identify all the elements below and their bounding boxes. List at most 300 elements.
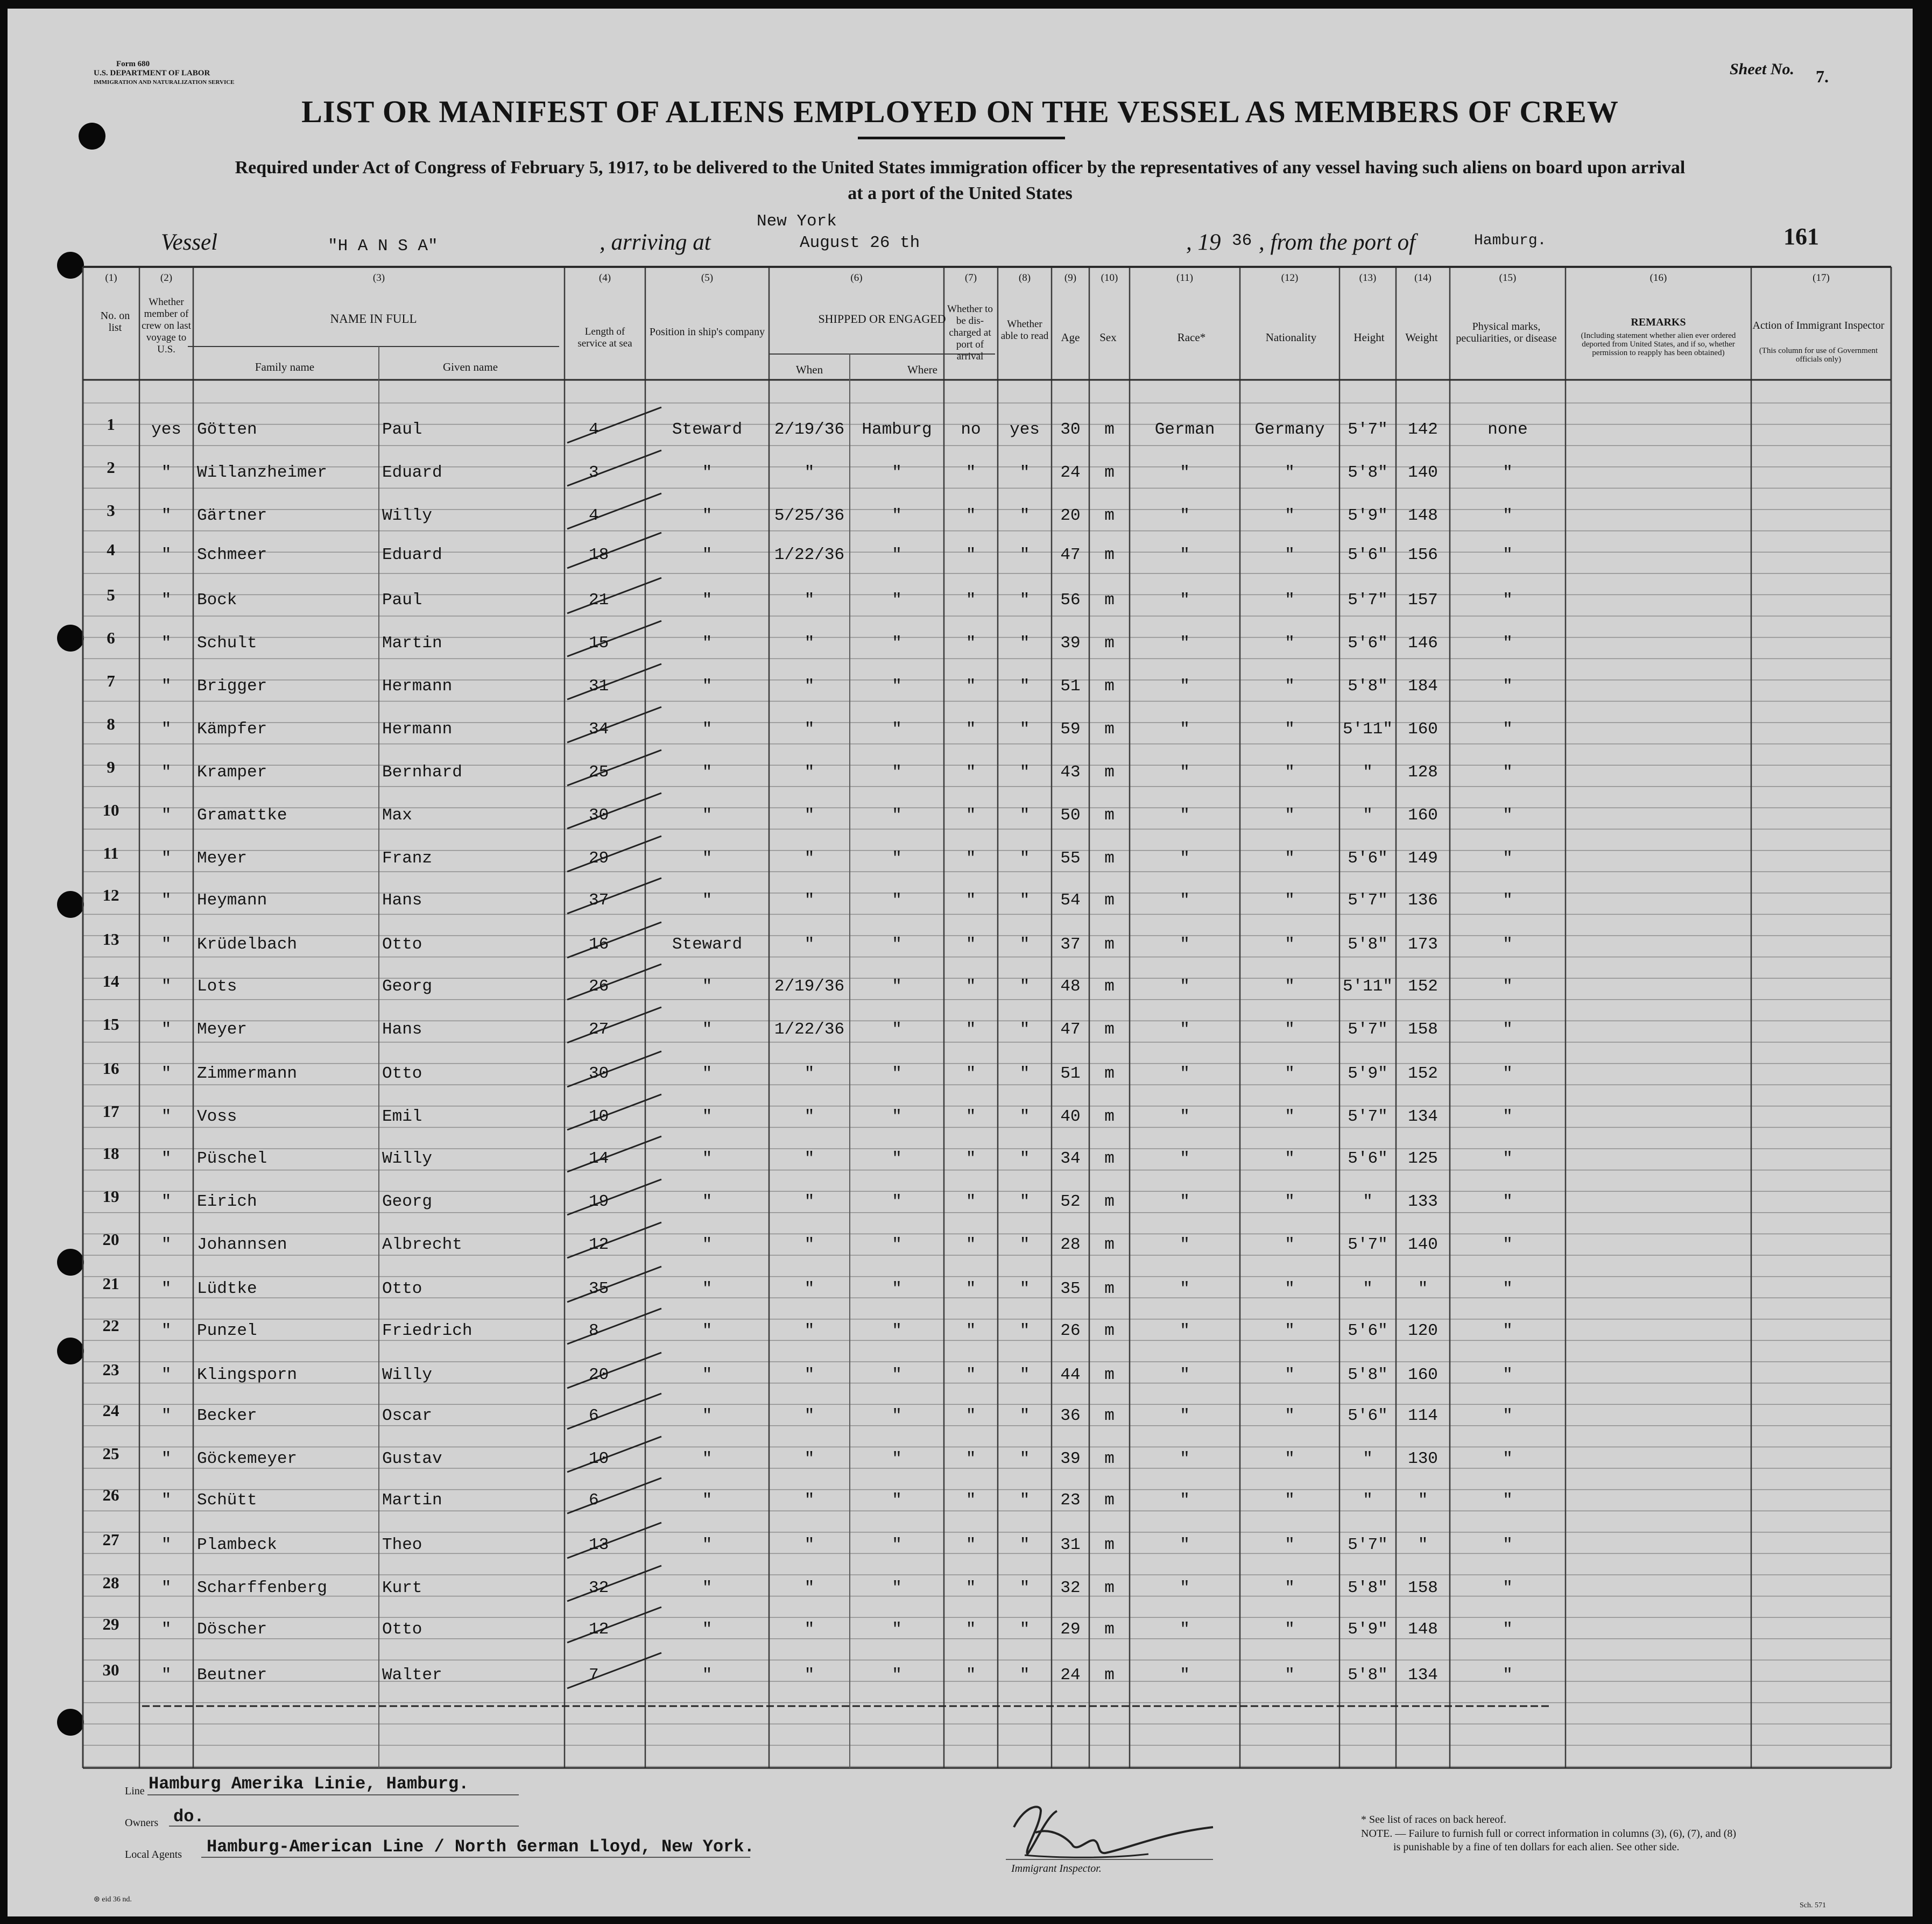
sex-cell: m: [1104, 1620, 1115, 1639]
nationality-cell: ": [1285, 1536, 1295, 1554]
height-cell: ": [1363, 1279, 1373, 1298]
length-of-service-cell: 4: [589, 506, 599, 525]
able-to-read-cell: ": [1019, 1449, 1030, 1468]
weight-cell: ": [1418, 1491, 1428, 1510]
nationality-cell: ": [1285, 849, 1295, 868]
row-number-cell: 14: [102, 972, 119, 991]
age-cell: 29: [1060, 1620, 1081, 1639]
weight-cell: 148: [1408, 1620, 1438, 1639]
nationality-cell: ": [1285, 1666, 1295, 1685]
given-name-cell: Max: [382, 806, 412, 825]
row-number-cell: 11: [103, 844, 119, 862]
family-name-cell: Schütt: [197, 1491, 257, 1510]
row-number-cell: 12: [102, 886, 119, 904]
shipped-when-cell: ": [804, 591, 815, 610]
given-name-cell: Hermann: [382, 677, 453, 696]
shipped-where-cell: ": [892, 591, 902, 610]
able-to-read-cell: ": [1019, 849, 1030, 868]
shipped-where-cell: ": [892, 763, 902, 782]
given-name-cell: Eduard: [382, 463, 442, 482]
row-number-cell: 22: [102, 1316, 119, 1335]
column-number: (1): [105, 272, 117, 284]
race-cell: ": [1180, 763, 1190, 782]
age-cell: 59: [1060, 720, 1081, 739]
weight-cell: 134: [1408, 1666, 1438, 1685]
local-agents-value: Hamburg-American Line / North German Lloyd, New York.: [207, 1837, 755, 1857]
length-of-service-cell: 13: [589, 1536, 609, 1554]
family-name-cell: Krüdelbach: [197, 935, 298, 954]
member-cell: ": [161, 849, 172, 868]
age-cell: 37: [1060, 935, 1081, 954]
physical-marks-cell: ": [1503, 1149, 1513, 1168]
height-cell: ": [1363, 1491, 1373, 1510]
nationality-cell: ": [1285, 546, 1295, 564]
row-number-cell: 27: [102, 1530, 119, 1549]
physical-marks-cell: ": [1503, 977, 1513, 996]
sheet-number: 7.: [1816, 67, 1829, 86]
weight-cell: 140: [1408, 463, 1438, 482]
height-cell: ": [1363, 1192, 1373, 1211]
family-name-cell: Lüdtke: [197, 1279, 257, 1298]
given-name-cell: Martin: [382, 1491, 442, 1510]
physical-marks-cell: ": [1503, 763, 1513, 782]
physical-marks-cell: ": [1503, 891, 1513, 910]
race-cell: ": [1180, 1579, 1190, 1597]
given-name-cell: Oscar: [382, 1406, 433, 1425]
sex-cell: m: [1104, 634, 1115, 653]
race-cell: ": [1180, 1406, 1190, 1425]
races-note: * See list of races on back hereof.: [1361, 1814, 1506, 1826]
member-cell: ": [161, 1235, 172, 1254]
column-number: (7): [964, 272, 977, 284]
physical-marks-cell: ": [1503, 1020, 1513, 1039]
race-cell: ": [1180, 1192, 1190, 1211]
discharged-cell: ": [965, 935, 976, 954]
physical-marks-cell: ": [1503, 1235, 1513, 1254]
header-physical-marks: Physical marks, peculiarities, or disease: [1456, 321, 1557, 344]
height-cell: 5'6": [1348, 546, 1388, 564]
member-cell: ": [161, 1279, 172, 1298]
length-of-service-cell: 35: [589, 1279, 609, 1298]
header-remarks: REMARKS: [1631, 316, 1686, 328]
nationality-cell: ": [1285, 1149, 1295, 1168]
sex-cell: m: [1104, 1107, 1115, 1126]
age-cell: 39: [1060, 1449, 1081, 1468]
weight-cell: 134: [1408, 1107, 1438, 1126]
height-cell: 5'7": [1348, 420, 1388, 439]
length-of-service-cell: 10: [589, 1449, 609, 1468]
height-cell: 5'6": [1348, 849, 1388, 868]
physical-marks-cell: ": [1503, 1449, 1513, 1468]
column-number: (10): [1101, 272, 1118, 284]
column-number: (13): [1359, 272, 1377, 284]
given-name-cell: Hans: [382, 1020, 422, 1039]
shipped-when-cell: ": [804, 1107, 815, 1126]
length-of-service-cell: 16: [589, 935, 609, 954]
discharged-cell: no: [961, 420, 981, 439]
sex-cell: m: [1104, 849, 1115, 868]
race-cell: ": [1180, 1321, 1190, 1340]
family-name-cell: Voss: [197, 1107, 237, 1126]
shipped-when-cell: ": [804, 1192, 815, 1211]
page-number: 161: [1783, 223, 1819, 250]
nationality-cell: ": [1285, 1366, 1295, 1384]
member-cell: ": [161, 1064, 172, 1083]
able-to-read-cell: ": [1019, 977, 1030, 996]
sex-cell: m: [1104, 1149, 1115, 1168]
shipped-when-cell: ": [804, 1620, 815, 1639]
race-cell: ": [1180, 1235, 1190, 1254]
sex-cell: m: [1104, 677, 1115, 696]
given-name-cell: Eduard: [382, 546, 442, 564]
member-cell: ": [161, 720, 172, 739]
discharged-cell: ": [965, 891, 976, 910]
shipped-where-cell: ": [892, 1107, 902, 1126]
physical-marks-cell: ": [1503, 591, 1513, 610]
able-to-read-cell: ": [1019, 1579, 1030, 1597]
length-of-service-cell: 21: [589, 591, 609, 610]
shipped-where-cell: ": [892, 891, 902, 910]
arriving-label: , arriving at: [600, 230, 711, 255]
discharged-cell: ": [965, 720, 976, 739]
family-name-cell: Gramattke: [197, 806, 287, 825]
sex-cell: m: [1104, 977, 1115, 996]
race-cell: ": [1180, 591, 1190, 610]
physical-marks-cell: ": [1503, 849, 1513, 868]
family-name-cell: Brigger: [197, 677, 267, 696]
family-name-cell: Plambeck: [197, 1536, 277, 1554]
print-code-text: eid 36 nd.: [102, 1895, 132, 1904]
age-cell: 24: [1060, 463, 1081, 482]
race-cell: ": [1180, 1536, 1190, 1554]
schedule-code: Sch. 571: [1800, 1901, 1826, 1909]
length-of-service-cell: 20: [589, 1366, 609, 1384]
nationality-cell: ": [1285, 463, 1295, 482]
discharged-cell: ": [965, 677, 976, 696]
shipped-where-cell: ": [892, 1192, 902, 1211]
nationality-cell: ": [1285, 591, 1295, 610]
position-cell: Steward: [672, 420, 743, 439]
weight-cell: 148: [1408, 506, 1438, 525]
member-cell: ": [161, 1579, 172, 1597]
shipped-where-cell: ": [892, 1321, 902, 1340]
discharged-cell: ": [965, 1579, 976, 1597]
age-cell: 20: [1060, 506, 1081, 525]
position-cell: ": [702, 1107, 713, 1126]
shipped-when-cell: ": [804, 763, 815, 782]
member-cell: ": [161, 1321, 172, 1340]
header-nationality: Nationality: [1265, 331, 1317, 344]
family-name-cell: Döscher: [197, 1620, 267, 1639]
nationality-cell: ": [1285, 1620, 1295, 1639]
height-cell: 5'6": [1348, 634, 1388, 653]
column-number: (16): [1649, 272, 1667, 284]
family-name-cell: Meyer: [197, 1020, 248, 1039]
length-of-service-cell: 26: [589, 977, 609, 996]
age-cell: 26: [1060, 1321, 1081, 1340]
shipped-where-cell: ": [892, 1366, 902, 1384]
age-cell: 55: [1060, 849, 1081, 868]
weight-cell: 130: [1408, 1449, 1438, 1468]
discharged-cell: ": [965, 1020, 976, 1039]
sex-cell: m: [1104, 1235, 1115, 1254]
height-cell: 5'8": [1348, 1579, 1388, 1597]
nationality-cell: ": [1285, 891, 1295, 910]
discharged-cell: ": [965, 1064, 976, 1083]
shipped-where-cell: ": [892, 1279, 902, 1298]
shipped-where-cell: ": [892, 720, 902, 739]
header-action: Action of Immigrant Inspector: [1752, 320, 1885, 331]
position-cell: ": [702, 1235, 713, 1254]
race-cell: ": [1180, 1491, 1190, 1510]
able-to-read-cell: ": [1019, 1321, 1030, 1340]
position-cell: ": [702, 591, 713, 610]
sex-cell: m: [1104, 591, 1115, 610]
discharged-cell: ": [965, 1536, 976, 1554]
able-to-read-cell: ": [1019, 891, 1030, 910]
sex-cell: m: [1104, 463, 1115, 482]
height-cell: ": [1363, 806, 1373, 825]
shipped-when-cell: ": [804, 806, 815, 825]
family-name-cell: Kramper: [197, 763, 267, 782]
discharged-cell: ": [965, 1449, 976, 1468]
length-of-service-cell: 27: [589, 1020, 609, 1039]
age-cell: 56: [1060, 591, 1081, 610]
length-of-service-cell: 8: [589, 1321, 599, 1340]
race-cell: ": [1180, 806, 1190, 825]
row-number-cell: 25: [102, 1444, 119, 1463]
row-number-cell: 7: [107, 671, 115, 690]
able-to-read-cell: ": [1019, 591, 1030, 610]
sex-cell: m: [1104, 1366, 1115, 1384]
age-cell: 31: [1060, 1536, 1081, 1554]
family-name-cell: Scharffenberg: [197, 1579, 327, 1597]
shipped-where-cell: ": [892, 463, 902, 482]
height-cell: 5'11": [1342, 977, 1393, 996]
row-number-cell: 24: [102, 1401, 119, 1420]
length-of-service-cell: 37: [589, 891, 609, 910]
subtitle-line-2: at a port of the United States: [848, 183, 1073, 203]
length-of-service-cell: 19: [589, 1192, 609, 1211]
weight-cell: 158: [1408, 1020, 1438, 1039]
height-cell: 5'11": [1342, 720, 1393, 739]
length-of-service-cell: 31: [589, 677, 609, 696]
nationality-cell: ": [1285, 763, 1295, 782]
length-of-service-cell: 14: [589, 1149, 609, 1168]
shipped-where-cell: ": [892, 1579, 902, 1597]
height-cell: 5'8": [1348, 935, 1388, 954]
page-title: LIST OR MANIFEST OF ALIENS EMPLOYED ON THE VESSEL AS MEMBERS OF CREW: [301, 94, 1619, 129]
sex-cell: m: [1104, 891, 1115, 910]
able-to-read-cell: ": [1019, 634, 1030, 653]
position-cell: ": [702, 977, 713, 996]
shipped-where-cell: ": [892, 677, 902, 696]
shipped-when-cell: ": [804, 1449, 815, 1468]
shipped-when-cell: 2/19/36: [774, 420, 845, 439]
manifest-sheet: [8, 9, 1913, 1916]
race-cell: ": [1180, 1366, 1190, 1384]
family-name-cell: Kämpfer: [197, 720, 267, 739]
arrival-port: New York: [757, 212, 837, 231]
given-name-cell: Willy: [382, 506, 433, 525]
header-name-in-full: NAME IN FULL: [330, 312, 417, 326]
length-of-service-cell: 10: [589, 1107, 609, 1126]
shipped-when-cell: ": [804, 891, 815, 910]
length-of-service-cell: 34: [589, 720, 609, 739]
row-number-cell: 9: [107, 758, 115, 776]
discharged-cell: ": [965, 1666, 976, 1685]
length-of-service-cell: 30: [589, 806, 609, 825]
weight-cell: 158: [1408, 1579, 1438, 1597]
age-cell: 36: [1060, 1406, 1081, 1425]
position-cell: ": [702, 634, 713, 653]
weight-cell: 120: [1408, 1321, 1438, 1340]
sex-cell: m: [1104, 1666, 1115, 1685]
header-family-name: Family name: [255, 360, 315, 373]
row-number-cell: 6: [107, 628, 115, 647]
member-cell: ": [161, 634, 172, 653]
able-to-read-cell: yes: [1010, 420, 1040, 439]
physical-marks-cell: ": [1503, 1491, 1513, 1510]
length-of-service-cell: 15: [589, 634, 609, 653]
member-cell: ": [161, 1449, 172, 1468]
able-to-read-cell: ": [1019, 935, 1030, 954]
weight-cell: 140: [1408, 1235, 1438, 1254]
able-to-read-cell: ": [1019, 463, 1030, 482]
header-discharged: Whether to be dis-charged at port of arrival: [947, 303, 993, 362]
shipped-when-cell: ": [804, 463, 815, 482]
nationality-cell: ": [1285, 1279, 1295, 1298]
given-name-cell: Paul: [382, 420, 422, 439]
member-cell: ": [161, 1406, 172, 1425]
family-name-cell: Lots: [197, 977, 237, 996]
row-number-cell: 8: [107, 715, 115, 733]
nationality-cell: ": [1285, 1321, 1295, 1340]
age-cell: 54: [1060, 891, 1081, 910]
form-number: Form 680: [116, 60, 150, 68]
member-cell: ": [161, 935, 172, 954]
shipped-when-cell: ": [804, 935, 815, 954]
sex-cell: m: [1104, 1449, 1115, 1468]
length-of-service-cell: 6: [589, 1406, 599, 1425]
height-cell: 5'9": [1348, 1620, 1388, 1639]
race-cell: ": [1180, 546, 1190, 564]
discharged-cell: ": [965, 591, 976, 610]
sex-cell: m: [1104, 1491, 1115, 1510]
physical-marks-cell: ": [1503, 1064, 1513, 1083]
family-name-cell: Johannsen: [197, 1235, 287, 1254]
able-to-read-cell: ": [1019, 1107, 1030, 1126]
race-cell: ": [1180, 977, 1190, 996]
row-number-cell: 30: [102, 1660, 119, 1679]
shipped-where-cell: ": [892, 546, 902, 564]
member-cell: ": [161, 1107, 172, 1126]
able-to-read-cell: ": [1019, 506, 1030, 525]
member-cell: ": [161, 677, 172, 696]
header-shipped-engaged: SHIPPED OR ENGAGED: [818, 312, 946, 326]
shipped-where-cell: ": [892, 1149, 902, 1168]
position-cell: ": [702, 1491, 713, 1510]
member-cell: ": [161, 591, 172, 610]
member-cell: ": [161, 1192, 172, 1211]
weight-cell: 173: [1408, 935, 1438, 954]
height-cell: 5'7": [1348, 891, 1388, 910]
position-cell: ": [702, 1406, 713, 1425]
weight-cell: 125: [1408, 1149, 1438, 1168]
able-to-read-cell: ": [1019, 720, 1030, 739]
discharged-cell: ": [965, 806, 976, 825]
height-cell: ": [1363, 763, 1373, 782]
physical-marks-cell: ": [1503, 463, 1513, 482]
race-cell: ": [1180, 1020, 1190, 1039]
race-cell: ": [1180, 1107, 1190, 1126]
physical-marks-cell: none: [1487, 420, 1528, 439]
shipped-when-cell: 5/25/36: [774, 506, 845, 525]
family-name-cell: Bock: [197, 591, 237, 610]
race-cell: ": [1180, 1064, 1190, 1083]
given-name-cell: Willy: [382, 1366, 433, 1384]
position-cell: ": [702, 1064, 713, 1083]
nationality-cell: ": [1285, 806, 1295, 825]
able-to-read-cell: ": [1019, 763, 1030, 782]
age-cell: 24: [1060, 1666, 1081, 1685]
shipped-when-cell: 2/19/36: [774, 977, 845, 996]
inspector-label: Immigrant Inspector.: [1011, 1863, 1102, 1875]
sheet-number-label: Sheet No.: [1730, 60, 1794, 78]
shipped-when-cell: ": [804, 1666, 815, 1685]
column-number: (4): [598, 272, 611, 284]
height-cell: 5'9": [1348, 1064, 1388, 1083]
discharged-cell: ": [965, 1321, 976, 1340]
given-name-cell: Friedrich: [382, 1321, 473, 1340]
age-cell: 23: [1060, 1491, 1081, 1510]
column-number: (8): [1018, 272, 1031, 284]
physical-marks-cell: ": [1503, 720, 1513, 739]
given-name-cell: Otto: [382, 1279, 422, 1298]
member-cell: ": [161, 1666, 172, 1685]
department-name: U.S. DEPARTMENT OF LABOR: [94, 69, 210, 77]
member-cell: ": [161, 463, 172, 482]
year-label: , 19: [1186, 230, 1221, 255]
given-name-cell: Kurt: [382, 1579, 422, 1597]
able-to-read-cell: ": [1019, 1235, 1030, 1254]
given-name-cell: Theo: [382, 1536, 422, 1554]
given-name-cell: Willy: [382, 1149, 433, 1168]
arrival-date: August 26 th: [800, 234, 920, 252]
nationality-cell: ": [1285, 1107, 1295, 1126]
height-cell: 5'8": [1348, 463, 1388, 482]
given-name-cell: Otto: [382, 1064, 422, 1083]
weight-cell: 160: [1408, 806, 1438, 825]
length-of-service-cell: 12: [589, 1235, 609, 1254]
nationality-cell: ": [1285, 506, 1295, 525]
race-cell: ": [1180, 1279, 1190, 1298]
row-number-cell: 21: [102, 1274, 119, 1293]
line-value: Hamburg Amerika Linie, Hamburg.: [149, 1774, 469, 1794]
column-number: (3): [372, 272, 385, 284]
discharged-cell: ": [965, 1235, 976, 1254]
fine-note-line-2: is punishable by a fine of ten dollars for each alien. See other side.: [1393, 1841, 1680, 1853]
header-when: When: [795, 363, 823, 376]
row-number-cell: 17: [102, 1102, 119, 1121]
position-cell: ": [702, 1536, 713, 1554]
vessel-label: Vessel: [161, 230, 218, 255]
shipped-where-cell: ": [892, 1449, 902, 1468]
physical-marks-cell: ": [1503, 506, 1513, 525]
column-number: (2): [160, 272, 173, 284]
shipped-when-cell: ": [804, 1491, 815, 1510]
height-cell: 5'6": [1348, 1149, 1388, 1168]
